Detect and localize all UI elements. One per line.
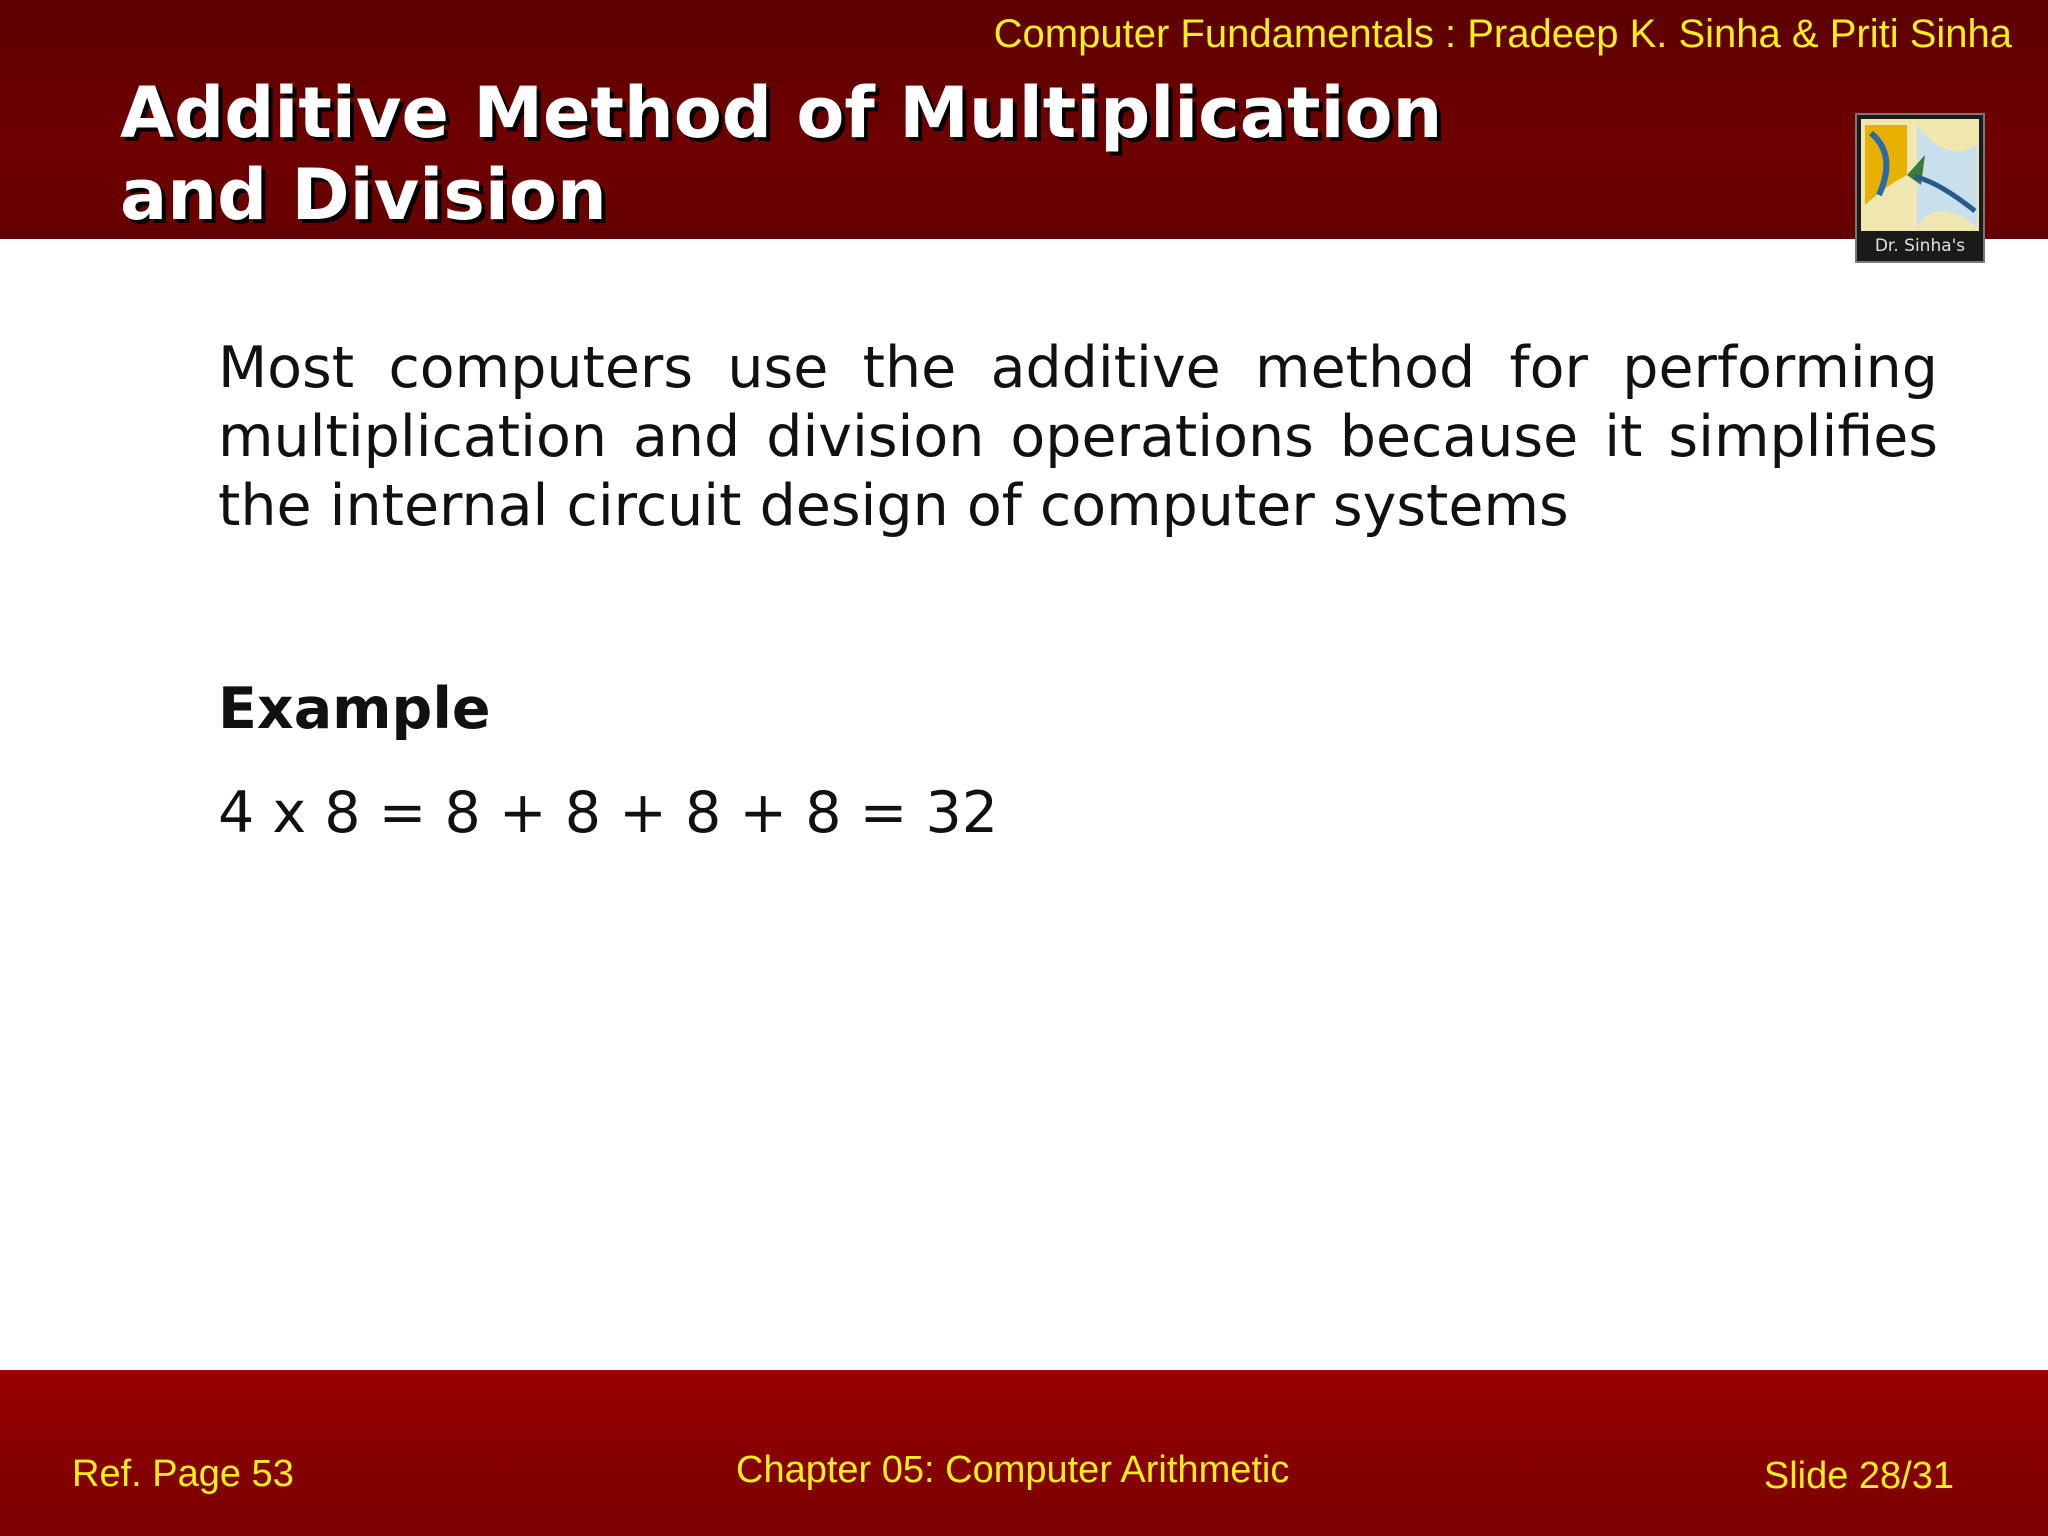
slide-title-line-2: and Division (120, 154, 607, 236)
slide-number: Slide 28/31 (1763, 1455, 1954, 1497)
example-heading: Example (218, 676, 491, 742)
slide-footer (0, 1370, 2048, 1536)
ref-page: Ref. Page 53 (72, 1453, 294, 1495)
book-credit: Computer Fundamentals : Pradeep K. Sinha & Priti Sinha (993, 12, 2012, 56)
slide-header (0, 0, 2048, 239)
slide-title (120, 72, 1620, 236)
slide-title-line-1: Additive Method of Multiplication (120, 72, 1443, 154)
dr-sinhas-logo (1855, 113, 1985, 263)
logo-graphic (1857, 115, 1983, 261)
logo-text: Dr. Sinha's (1874, 236, 1966, 256)
example-equation: 4 x 8 = 8 + 8 + 8 + 8 = 32 (218, 780, 999, 846)
body-paragraph: Most computers use the additive method for performing multiplication and division operations because it simplifies the internal circuit design of computer systems (218, 335, 1938, 539)
chapter-label: Chapter 05: Computer Arithmetic (736, 1449, 1290, 1491)
